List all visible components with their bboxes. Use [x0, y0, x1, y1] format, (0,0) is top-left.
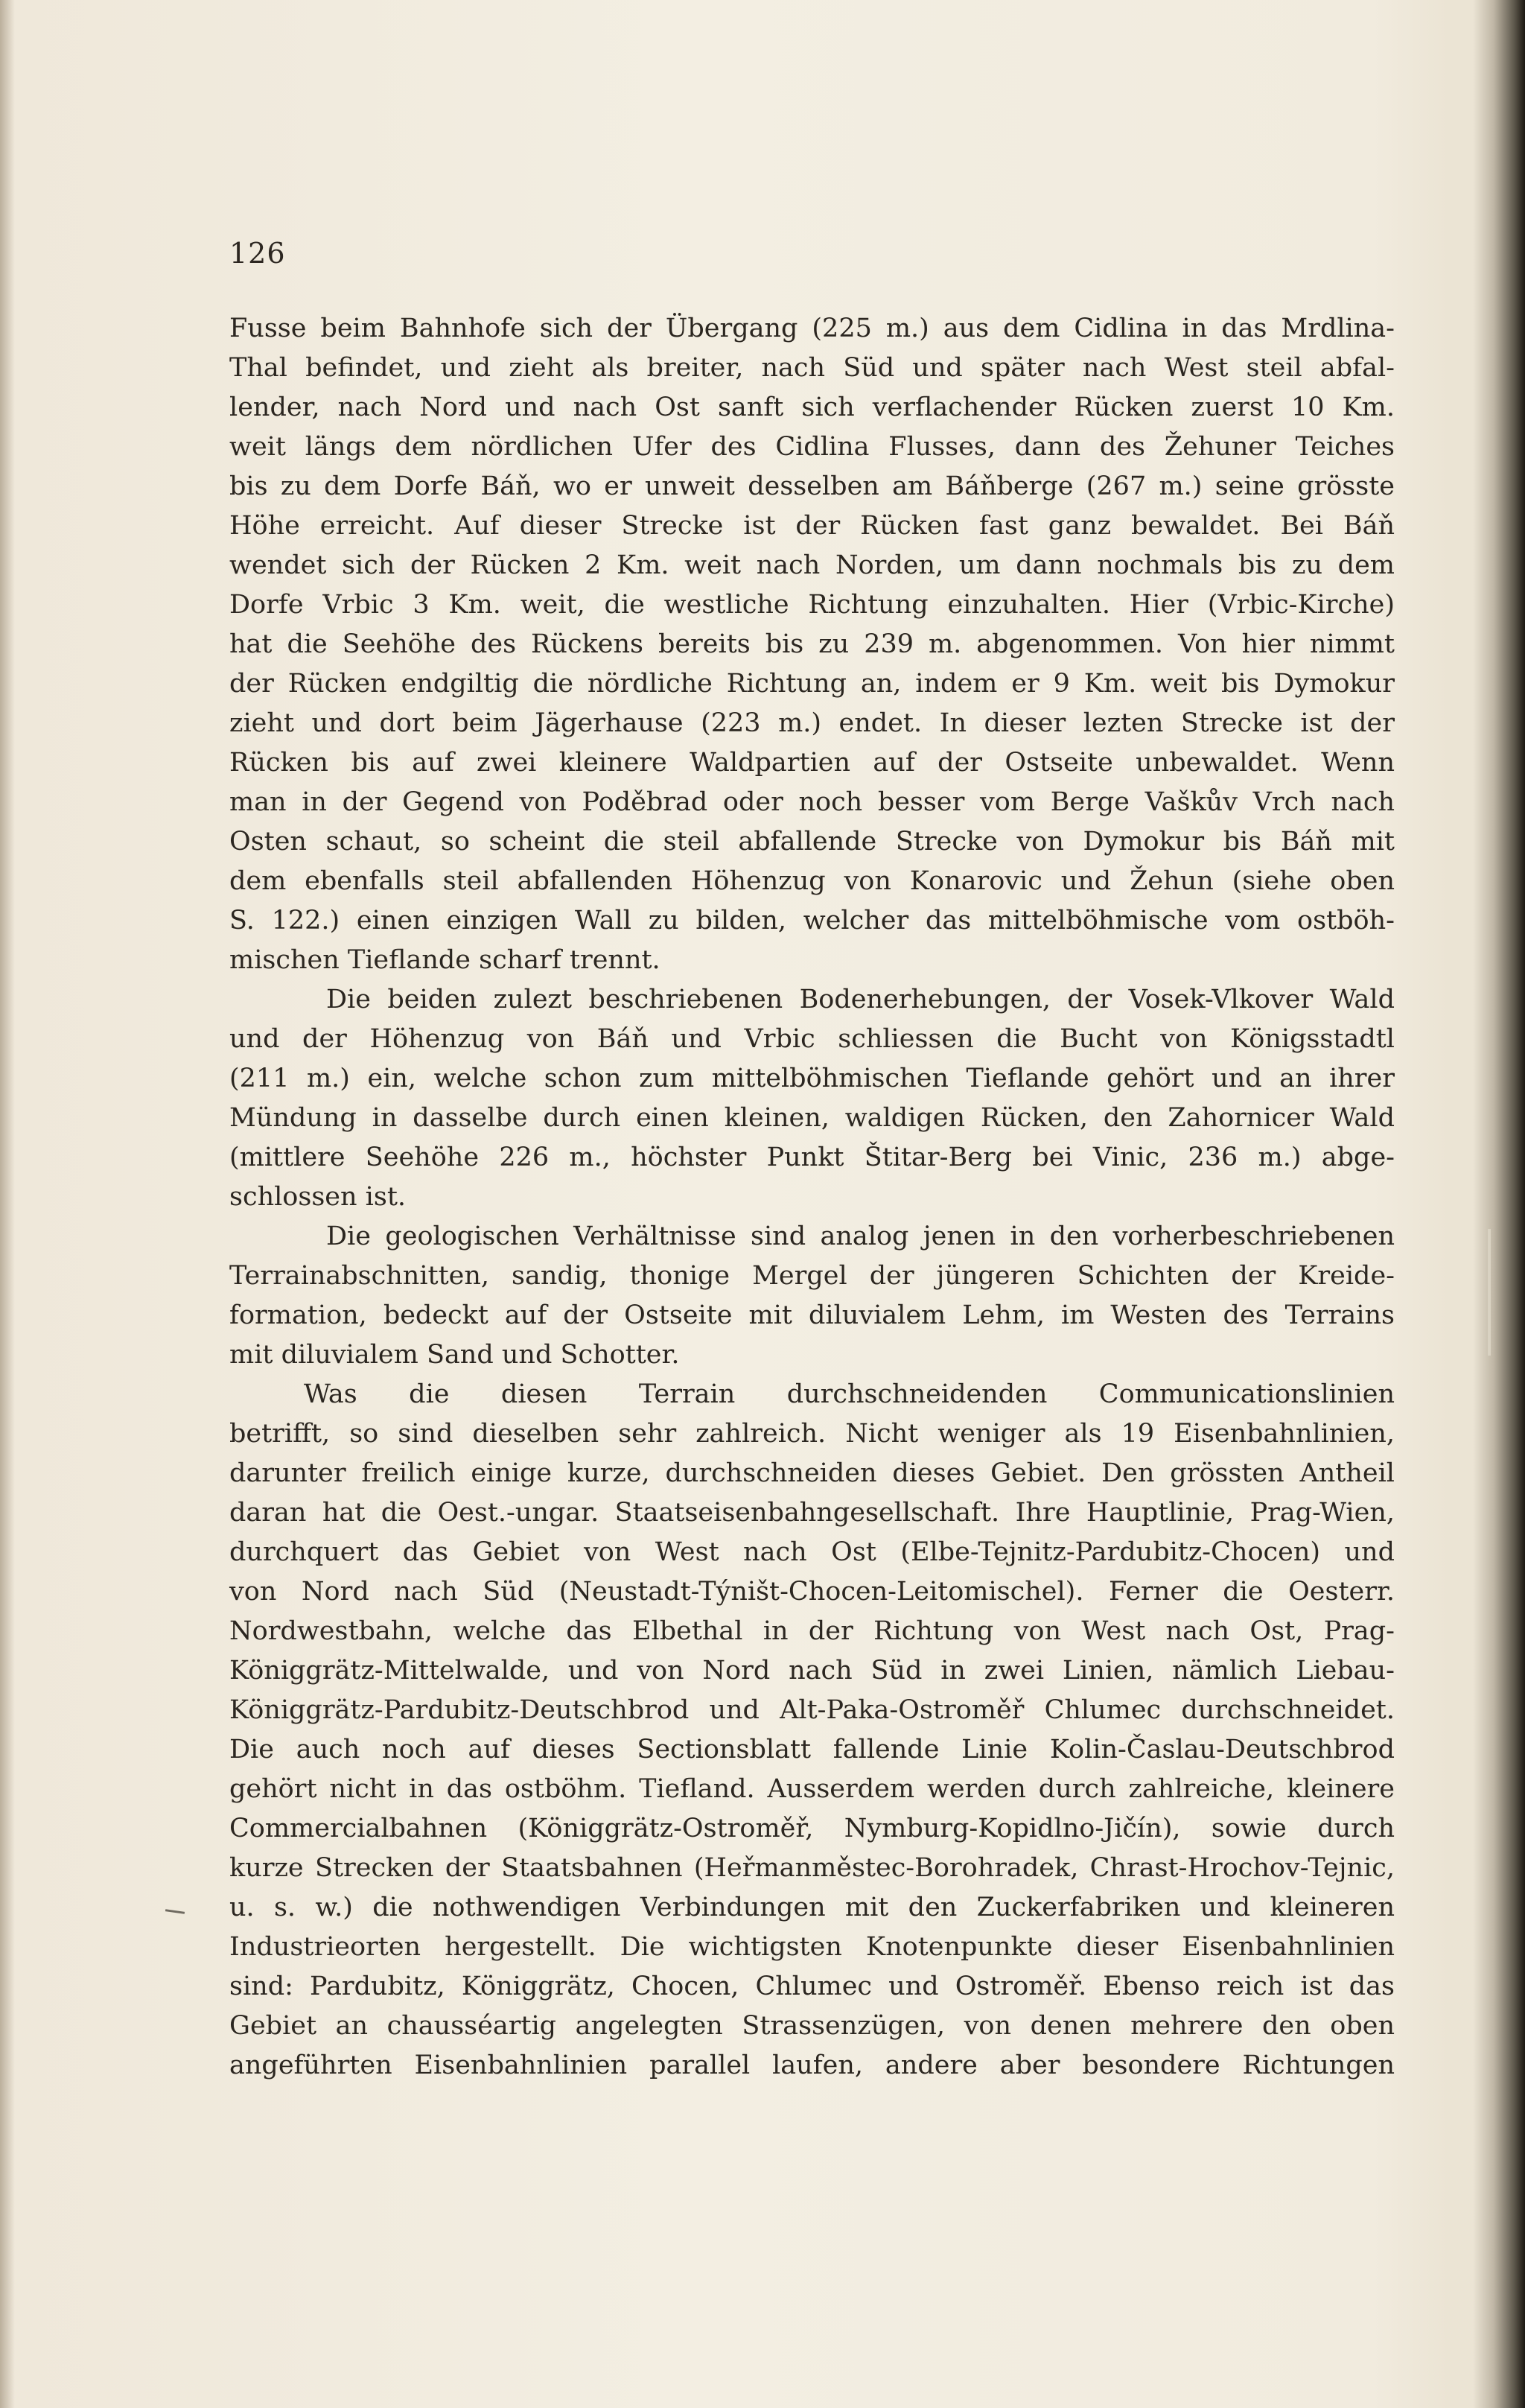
text-line: der Rücken endgiltig die nördliche Richtung an, indem er 9 Km. weit bis Dymokur [229, 669, 1395, 699]
text-line: Gebiet an chausséartig angelegten Strassenzügen, von denen mehrere den oben [229, 2011, 1395, 2041]
text-line: formation, bedeckt auf der Ostseite mit diluvialem Lehm, im Westen des Terrains [229, 1300, 1395, 1330]
text-line: und der Höhenzug von Báň und Vrbic schliessen die Bucht von Königsstadtl [229, 1024, 1395, 1054]
text-line: Commercialbahnen (Königgrätz-Ostroměř, Nymburg-Kopidlno-Jičín), sowie durch [229, 1814, 1395, 1843]
paragraph-2 [229, 980, 1395, 1217]
page-number: 126 [229, 237, 286, 270]
text-line: lender, nach Nord und nach Ost sanft sich verflachender Rücken zuerst 10 Km. [229, 393, 1395, 422]
text-line: schlossen ist. [229, 1182, 407, 1212]
text-line: Terrainabschnitten, sandig, thonige Mergel der jüngeren Schichten der Kreide- [229, 1261, 1395, 1291]
body-text [229, 309, 1395, 2085]
text-line: u. s. w.) die nothwendigen Verbindungen mit den Zuckerfabriken und kleineren [229, 1893, 1395, 1922]
text-line: S. 122.) einen einzigen Wall zu bilden, welcher das mittelböhmische vom ostböh- [229, 906, 1395, 935]
text-line: Die beiden zulezt beschriebenen Bodenerhebungen, der Vosek-Vlkover Wald [326, 985, 1395, 1014]
text-line: sind: Pardubitz, Königgrätz, Chocen, Chlumec und Ostroměř. Ebenso reich ist das [229, 1972, 1395, 2001]
text-line: man in der Gegend von Poděbrad oder noch besser vom Berge Vaškův Vrch nach [229, 787, 1395, 817]
text-line: Fusse beim Bahnhofe sich der Übergang (225 m.) aus dem Cidlina in das Mrdlina- [229, 314, 1395, 343]
text-line: Dorfe Vrbic 3 Km. weit, die westliche Richtung einzuhalten. Hier (Vrbic-Kirche) [229, 590, 1395, 620]
text-line: gehört nicht in das ostböhm. Tiefland. Ausserdem werden durch zahlreiche, kleinere [229, 1774, 1395, 1804]
text-line: daran hat die Oest.-ungar. Staatseisenbahngesellschaft. Ihre Hauptlinie, Prag-Wien, [229, 1498, 1395, 1528]
text-line: Was die diesen Terrain durchschneidenden Communicationslinien [304, 1379, 1395, 1409]
text-line: angeführten Eisenbahnlinien parallel laufen, andere aber besondere Richtungen [229, 2050, 1395, 2080]
text-line: Thal befindet, und zieht als breiter, nach Süd und später nach West steil abfal- [229, 353, 1395, 383]
text-line: weit längs dem nördlichen Ufer des Cidlina Flusses, dann des Žehuner Teiches [229, 432, 1395, 462]
text-line: zieht und dort beim Jägerhause (223 m.) endet. In dieser lezten Strecke ist der [229, 708, 1395, 738]
paragraph-4 [229, 1375, 1395, 2085]
text-line: hat die Seehöhe des Rückens bereits bis zu 239 m. abgenommen. Von hier nimmt [229, 629, 1395, 659]
text-line: Die geologischen Verhältnisse sind analog jenen in den vorherbeschriebenen [326, 1222, 1395, 1251]
text-line: dem ebenfalls steil abfallenden Höhenzug von Konarovic und Žehun (siehe oben [229, 866, 1395, 896]
paragraph-3 [229, 1217, 1395, 1375]
text-line: Königgrätz-Pardubitz-Deutschbrod und Alt-Paka-Ostroměř Chlumec durchschneidet. [229, 1695, 1395, 1725]
text-line: durchquert das Gebiet von West nach Ost (Elbe-Tejnitz-Pardubitz-Chocen) und [229, 1537, 1395, 1567]
text-line: Nordwestbahn, welche das Elbethal in der Richtung von West nach Ost, Prag- [229, 1616, 1395, 1646]
text-line: Rücken bis auf zwei kleinere Waldpartien auf der Ostseite unbewaldet. Wenn [229, 748, 1395, 778]
text-line: (211 m.) ein, welche schon zum mittelböhmischen Tieflande gehört und an ihrer [229, 1064, 1395, 1093]
text-line: (mittlere Seehöhe 226 m., höchster Punkt Štitar-Berg bei Vinic, 236 m.) abge- [229, 1143, 1395, 1172]
text-line: Die auch noch auf dieses Sectionsblatt fallende Linie Kolin-Časlau-Deutschbrod [229, 1735, 1395, 1764]
text-line: kurze Strecken der Staatsbahnen (Heřmanměstec-Borohradek, Chrast-Hrochov-Tejnic, [229, 1853, 1395, 1883]
page-edge-right [1473, 0, 1525, 2408]
margin-crease [1488, 1229, 1491, 1356]
text-line: mischen Tieflande scharf trennt. [229, 945, 660, 975]
page-edge-left [0, 0, 15, 2408]
text-line: bis zu dem Dorfe Báň, wo er unweit desselben am Báňberge (267 m.) seine grösste [229, 471, 1395, 501]
text-line: Höhe erreicht. Auf dieser Strecke ist der Rücken fast ganz bewaldet. Bei Báň [229, 511, 1395, 541]
text-line: Osten schaut, so scheint die steil abfallende Strecke von Dymokur bis Báň mit [229, 827, 1395, 857]
text-line: Königgrätz-Mittelwalde, und von Nord nach Süd in zwei Linien, nämlich Liebau- [229, 1656, 1395, 1686]
text-line: darunter freilich einige kurze, durchschneiden dieses Gebiet. Den grössten Antheil [229, 1458, 1395, 1488]
text-line: wendet sich der Rücken 2 Km. weit nach Norden, um dann nochmals bis zu dem [229, 550, 1395, 580]
text-line: betrifft, so sind dieselben sehr zahlreich. Nicht weniger als 19 Eisenbahnlinien, [229, 1419, 1395, 1449]
text-line: von Nord nach Süd (Neustadt-Týništ-Chocen-Leitomischel). Ferner die Oesterr. [229, 1577, 1395, 1607]
paragraph-1 [229, 309, 1395, 980]
text-line: Industrieorten hergestellt. Die wichtigsten Knotenpunkte dieser Eisenbahnlinien [229, 1932, 1395, 1962]
text-line: Mündung in dasselbe durch einen kleinen, waldigen Rücken, den Zahornicer Wald [229, 1103, 1395, 1133]
text-line: mit diluvialem Sand und Schotter. [229, 1340, 680, 1370]
